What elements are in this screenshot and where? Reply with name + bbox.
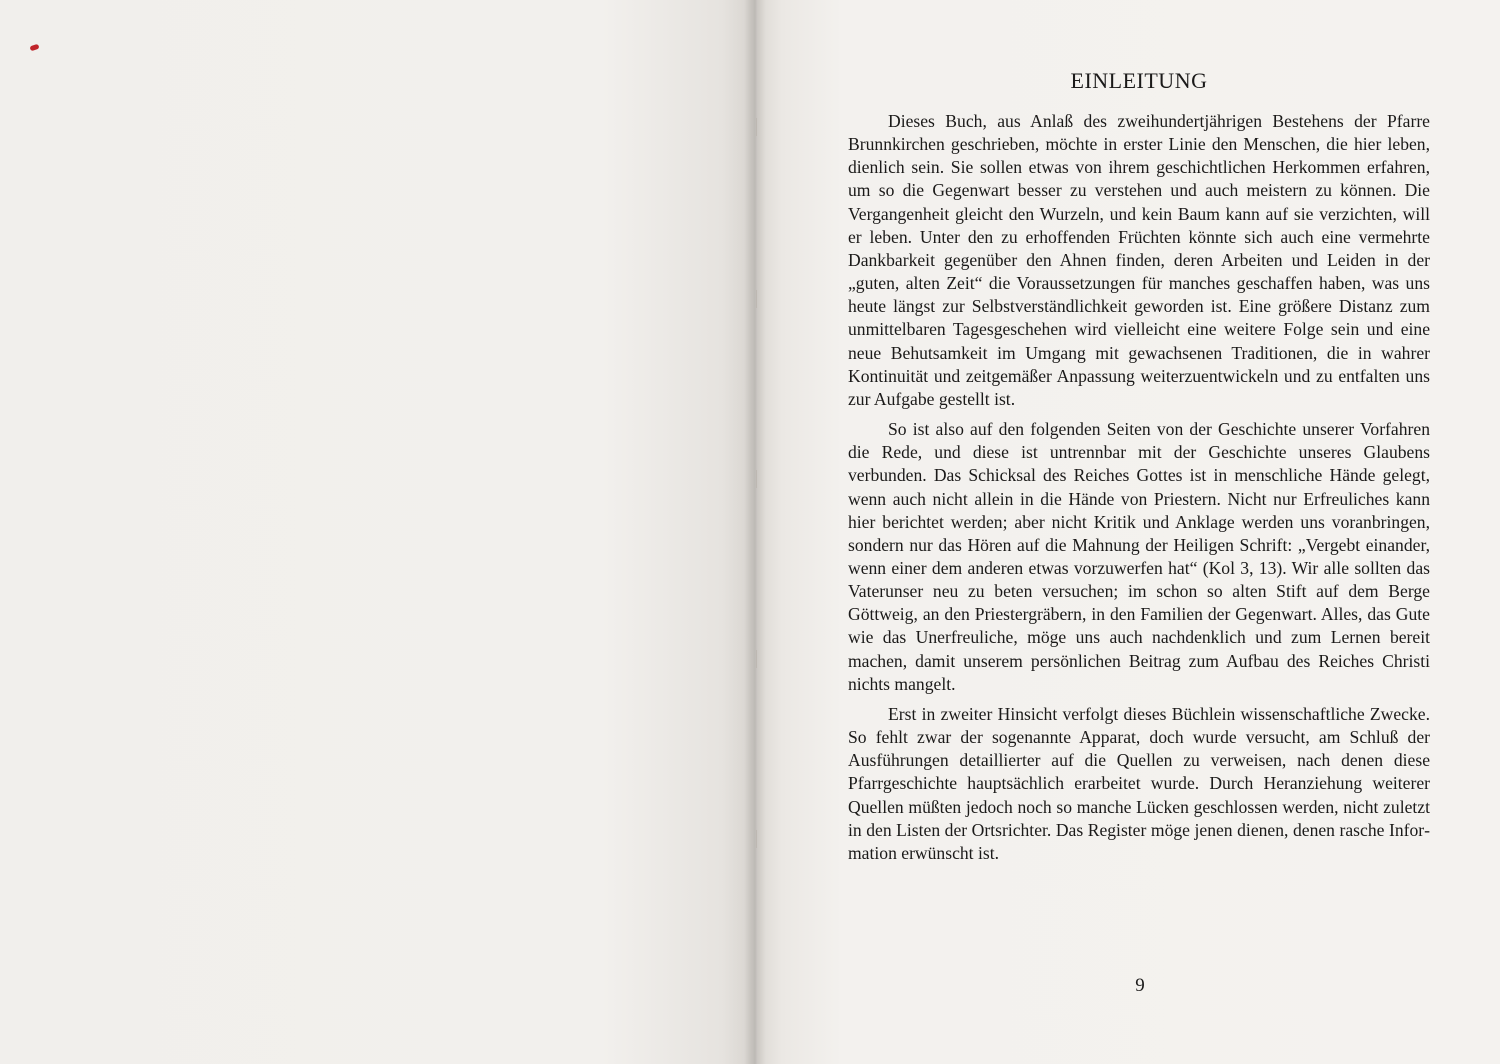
page-number: 9 <box>1135 975 1145 996</box>
bleed-through-text <box>80 74 715 142</box>
body-text <box>848 110 1430 865</box>
book-gutter <box>744 0 766 1064</box>
binding-stitch <box>756 830 763 848</box>
binding-stitch <box>756 118 763 136</box>
right-page-content <box>848 68 1430 872</box>
paragraph: Dieses Buch, aus Anlaß des zweihundertjährigen Bestehens der Pfarre Brunnkirchen geschrieben, möchte in erster Linie den Menschen, die hier leben, dienlich sein. Sie sollen etwas von ihrem geschichtlichen Herkommen erfahren, um so die Gegenwart besser zu verstehen und auch meistern zu können. Die Vergangenheit gleicht den Wurzeln, und kein Baum kann auf sie verzichten, will er leben. Unter den zu erhoffenden Früchten könnte sich auch eine vermehrte Dankbarkeit gegenüber den Ahnen finden, deren Arbeiten und Leiden in der „guten, alten Zeit“ die Voraussetzungen für manches geschaffen haben, was uns heute längst zur Selbstverständlichkeit geworden ist. Eine größere Distanz zum unmittelbaren Tagesgeschehen wird vielleicht eine weitere Folge sein und eine neue Behutsamkeit im Umgang mit gewachsenen Traditionen, die in wahrer Kontinuität und zeitgemäßer Anpassung weiterzuentwickeln und zu entfalten uns zur Aufgabe gestellt ist. <box>848 111 1430 409</box>
binding-stitch <box>756 470 763 488</box>
binding-stitch <box>756 290 763 308</box>
ink-mark <box>29 44 39 52</box>
paragraph: So ist also auf den folgenden Seiten von der Geschichte unserer Vorfahren die Rede, und diese ist untrennbar mit der Geschichte unseres Glaubens verbunden. Das Schicksal des Reiches Gottes ist in menschliche Hände gelegt, wenn auch nicht allein in die Hände von Priestern. Nicht nur Erfreuliches kann hier berichtet werden; aber nicht Kritik und Anklage werden uns voranbringen, sondern nur das Hören auf die Mahnung der Heiligen Schrift: „Vergebt einander, wenn einer dem anderen etwas vorzuwerfen hat“ (Kol 3, 13). Wir alle sollten das Vaterunser neu zu beten versuchen; im schon so alten Stift auf dem Berge Göttweig, an den Priestergräbern, in den Familien der Gegenwart. Alles, das Gute wie das Unerfreuliche, möge uns auch nachdenklich und zum Lernen bereit machen, damit unserem persönlichen Beitrag zum Aufbau des Reiches Christi nichts mangelt. <box>848 419 1430 694</box>
binding-stitch <box>756 650 763 668</box>
chapter-title: EINLEITUNG <box>1070 68 1208 93</box>
paragraph: Erst in zweiter Hinsicht verfolgt dieses Büchlein wissenschaftliche Zwecke. So fehlt zwar der sogenannte Apparat, doch wurde versucht, am Schluß der Ausführungen detaillierter auf die Quellen zu verweisen, nach denen diese Pfarrgeschichte hauptsächlich erarbeitet wurde. Durch Heranziehung weiterer Quellen müßten jedoch noch so manche Lücken geschlossen werden, nicht zuletzt in den Listen der Ortsrichter. Das Register möge jenen dienen, denen rasche Information erwünscht ist. <box>848 703 1430 863</box>
